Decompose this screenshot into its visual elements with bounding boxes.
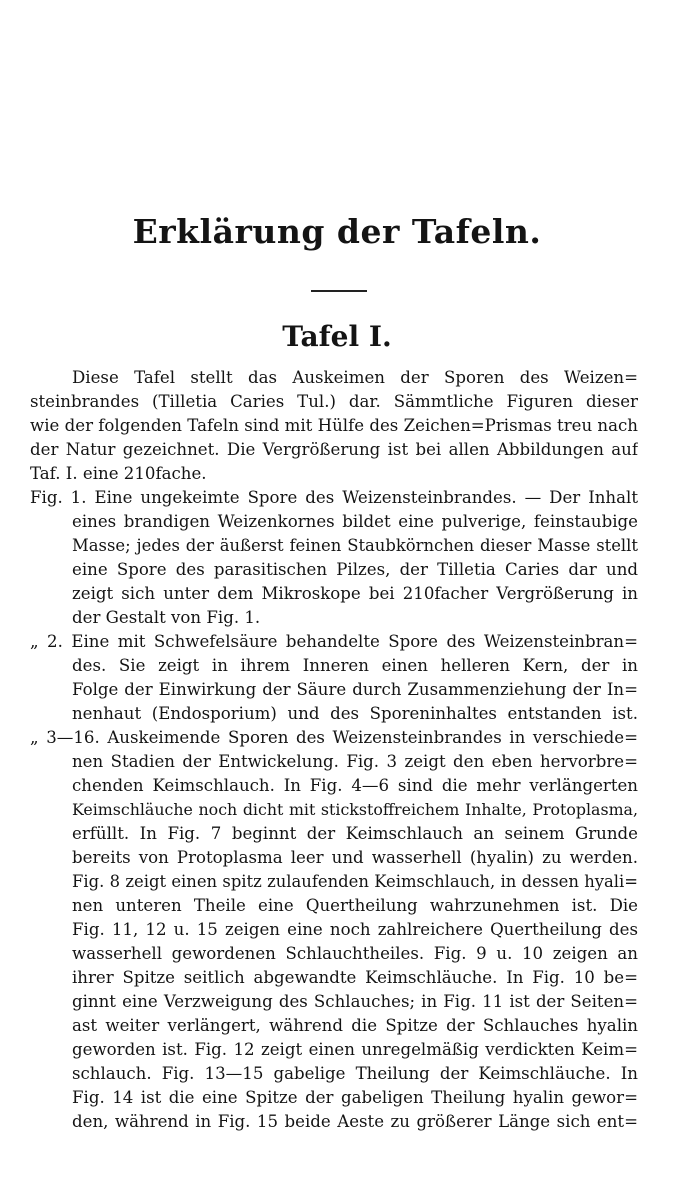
body-line: erfüllt. In Fig. 7 beginnt der Keimschlauch an seinem Grunde bbox=[72, 824, 638, 843]
body-line: steinbrandes (Tilletia Caries Tul.) dar. Sämmtliche Figuren dieser bbox=[30, 392, 638, 411]
body-line: der Natur gezeichnet. Die Vergrößerung ist bei allen Abbildungen auf bbox=[30, 440, 638, 459]
body-line: Fig. 8 zeigt einen spitz zulaufenden Keimschlauch, in dessen hyali= bbox=[72, 872, 638, 891]
body-line: Fig. 14 ist die eine Spitze der gabeligen Theilung hyalin gewor= bbox=[72, 1088, 638, 1107]
body-line: Folge der Einwirkung der Säure durch Zusammenziehung der In= bbox=[72, 680, 638, 699]
plate-heading: Tafel I. bbox=[282, 320, 392, 353]
figure-entry-line: „ 2. Eine mit Schwefelsäure behandelte Spore des Weizensteinbran= bbox=[30, 632, 638, 651]
body-line: Diese Tafel stellt das Auskeimen der Sporen des Weizen= bbox=[72, 368, 638, 387]
body-line: wasserhell gewordenen Schlauchtheiles. Fig. 9 u. 10 zeigen an bbox=[72, 944, 638, 963]
body-line: Masse; jedes der äußerst feinen Staubkörnchen dieser Masse stellt bbox=[72, 536, 638, 555]
body-line: Fig. 11, 12 u. 15 zeigen eine noch zahlreichere Quertheilung des bbox=[72, 920, 638, 939]
body-line: eine Spore des parasitischen Pilzes, der Tilletia Caries dar und bbox=[72, 560, 638, 579]
body-line: eines brandigen Weizenkornes bildet eine pulverige, feinstaubige bbox=[72, 512, 638, 531]
body-line: bereits von Protoplasma leer und wasserhell (hyalin) zu werden. bbox=[72, 848, 638, 867]
body-line: nenhaut (Endosporium) und des Sporeninhaltes entstanden ist. bbox=[72, 704, 638, 723]
body-line: schlauch. Fig. 13—15 gabelige Theilung der Keimschläuche. In bbox=[72, 1064, 638, 1083]
body-line: ast weiter verlängert, während die Spitze der Schlauches hyalin bbox=[72, 1016, 638, 1035]
body-line: Taf. I. eine 210fache. bbox=[30, 464, 207, 483]
body-line: chenden Keimschlauch. In Fig. 4—6 sind die mehr verlängerten bbox=[72, 776, 638, 795]
title-divider bbox=[311, 290, 367, 292]
figure-entry-line: „ 3—16. Auskeimende Sporen des Weizensteinbrandes in verschiede= bbox=[30, 728, 638, 747]
body-line: zeigt sich unter dem Mikroskope bei 210facher Vergrößerung in bbox=[72, 584, 638, 603]
figure-entry-line: Fig. 1. Eine ungekeimte Spore des Weizensteinbrandes. — Der Inhalt bbox=[30, 488, 638, 507]
body-line: den, während in Fig. 15 beide Aeste zu größerer Länge sich ent= bbox=[72, 1112, 638, 1131]
body-line: des. Sie zeigt in ihrem Inneren einen helleren Kern, der in bbox=[72, 656, 638, 675]
body-line: Keimschläuche noch dicht mit stickstoffreichem Inhalte, Protoplasma, bbox=[72, 800, 638, 819]
body-line: ihrer Spitze seitlich abgewandte Keimschläuche. In Fig. 10 be= bbox=[72, 968, 638, 987]
page-title: Erklärung der Tafeln. bbox=[132, 212, 542, 251]
body-line: ginnt eine Verzweigung des Schlauches; in Fig. 11 ist der Seiten= bbox=[72, 992, 638, 1011]
body-line: geworden ist. Fig. 12 zeigt einen unregelmäßig verdickten Keim= bbox=[72, 1040, 638, 1059]
body-line: nen Stadien der Entwickelung. Fig. 3 zeigt den eben hervorbre= bbox=[72, 752, 638, 771]
body-line: wie der folgenden Tafeln sind mit Hülfe des Zeichen=Prismas treu nach bbox=[30, 416, 638, 435]
body-line: nen unteren Theile eine Quertheilung wahrzunehmen ist. Die bbox=[72, 896, 638, 915]
body-line: der Gestalt von Fig. 1. bbox=[72, 608, 261, 627]
